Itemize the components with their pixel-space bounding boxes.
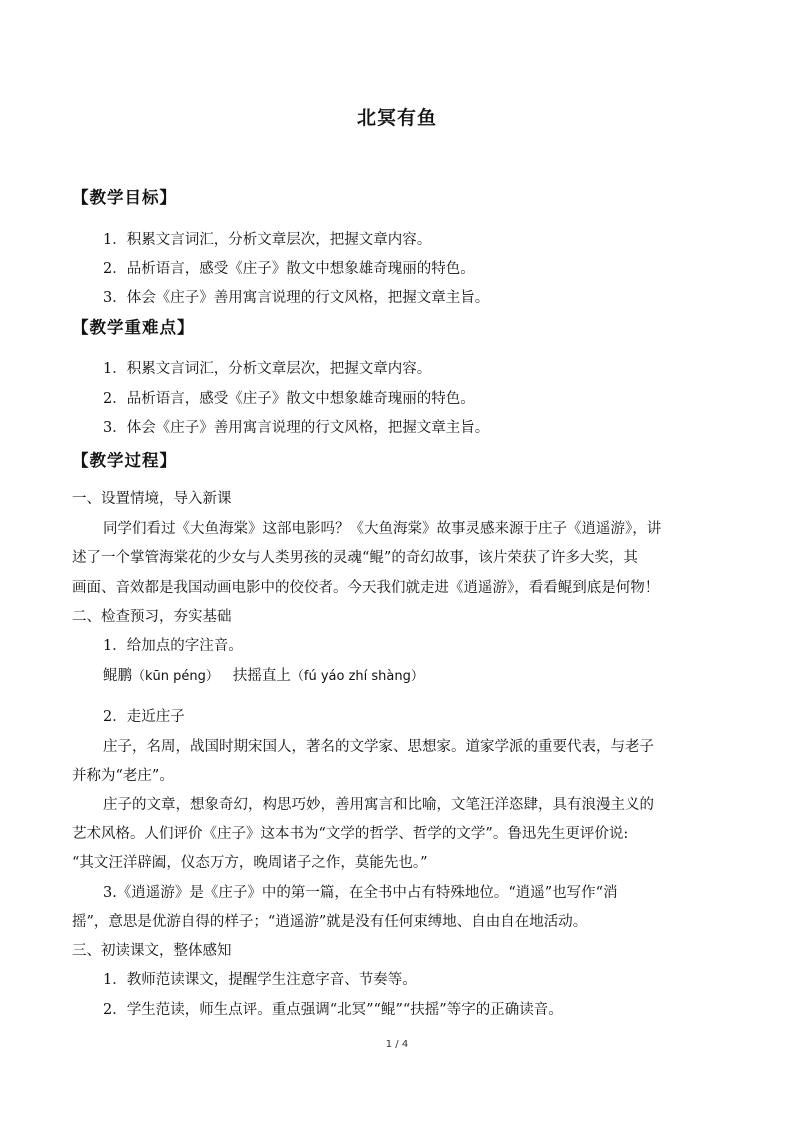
step2-item2: 2．走近庄子 xyxy=(103,709,185,725)
page-title: 北冥有鱼 xyxy=(356,107,437,129)
step1-paragraph-line: 同学们看过《大鱼海棠》这部电影吗？《大鱼海棠》故事灵感来源于庄子《逍遥游》，讲 xyxy=(103,521,662,537)
pinyin-exercise xyxy=(103,666,722,687)
step2-title: 二、检查预习，夯实基础 xyxy=(72,609,232,625)
goal-item-1: 1．积累文言词汇，分析文章层次，把握文章内容。 xyxy=(103,232,432,248)
page-number: 1 / 4 xyxy=(385,1039,409,1050)
step3-item-2: 2．学生范读，师生点评。重点强调“北冥”“鲲”“扶摇”等字的正确读音。 xyxy=(103,1002,563,1018)
section-heading-goals: 【教学目标】 xyxy=(72,188,177,207)
step3-title: 三、初读课文，整体感知 xyxy=(72,943,232,959)
section-heading-process: 【教学过程】 xyxy=(72,451,177,470)
section-heading-key-points: 【教学重难点】 xyxy=(72,318,195,337)
step2-item3-line: 摇”，意思是优游自得的样子；“逍遥游”就是没有任何束缚地、自由自在地活动。 xyxy=(72,914,588,930)
goal-item-2: 2．品析语言，感受《庄子》散文中想象雄奇瑰丽的特色。 xyxy=(103,261,475,277)
word-fuyaozhishang: 扶摇直上 xyxy=(232,668,291,684)
step2-item1: 1．给加点的字注音。 xyxy=(103,638,243,654)
goal-item-3: 3．体会《庄子》善用寓言说理的行文风格，把握文章主旨。 xyxy=(103,290,490,306)
step1-paragraph-line: 述了一个掌管海棠花的少女与人类男孩的灵魂“鲲”的奇幻故事，该片荣获了许多大奖，其 xyxy=(72,550,638,566)
zhuangzi-intro-line: 并称为“老庄”。 xyxy=(72,768,174,784)
zhuangzi-style-line: 庄子的文章，想象奇幻，构思巧妙，善用寓言和比喻，文笔汪洋恣肆，具有浪漫主义的 xyxy=(103,797,654,813)
zhuangzi-style-line: 艺术风格。人们评价《庄子》这本书为“文学的哲学、哲学的文学”。鲁迅先生更评价说: xyxy=(72,826,629,842)
key-point-item-3: 3．体会《庄子》善用寓言说理的行文风格，把握文章主旨。 xyxy=(103,420,490,436)
step1-paragraph-line: 画面、音效都是我国动画电影中的佼佼者。今天我们就走进《逍遥游》，看看鲲到底是何物！ xyxy=(72,580,660,596)
pinyin-kunpeng: （kūn péng） xyxy=(132,669,219,684)
pinyin-fuyaozhishang: （fú yáo zhí shàng） xyxy=(290,669,424,684)
step3-item-1: 1．教师范读课文，提醒学生注意字音、节奏等。 xyxy=(103,972,417,988)
word-kunpeng: 鲲鹏 xyxy=(103,668,132,684)
zhuangzi-intro-line: 庄子，名周，战国时期宋国人，著名的文学家、思想家。道家学派的重要代表，与老子 xyxy=(103,739,654,755)
key-point-item-1: 1．积累文言词汇，分析文章层次，把握文章内容。 xyxy=(103,361,432,377)
luxun-quote: “其文汪洋辟阖，仪态万方，晚周诸子之作，莫能先也。” xyxy=(72,855,428,871)
key-point-item-2: 2．品析语言，感受《庄子》散文中想象雄奇瑰丽的特色。 xyxy=(103,391,475,407)
step2-item3-line: 3.《逍遥游》是《庄子》中的第一篇，在全书中占有特殊地位。“逍遥”也写作“消 xyxy=(103,885,618,901)
step1-title: 一、设置情境，导入新课 xyxy=(72,491,232,507)
